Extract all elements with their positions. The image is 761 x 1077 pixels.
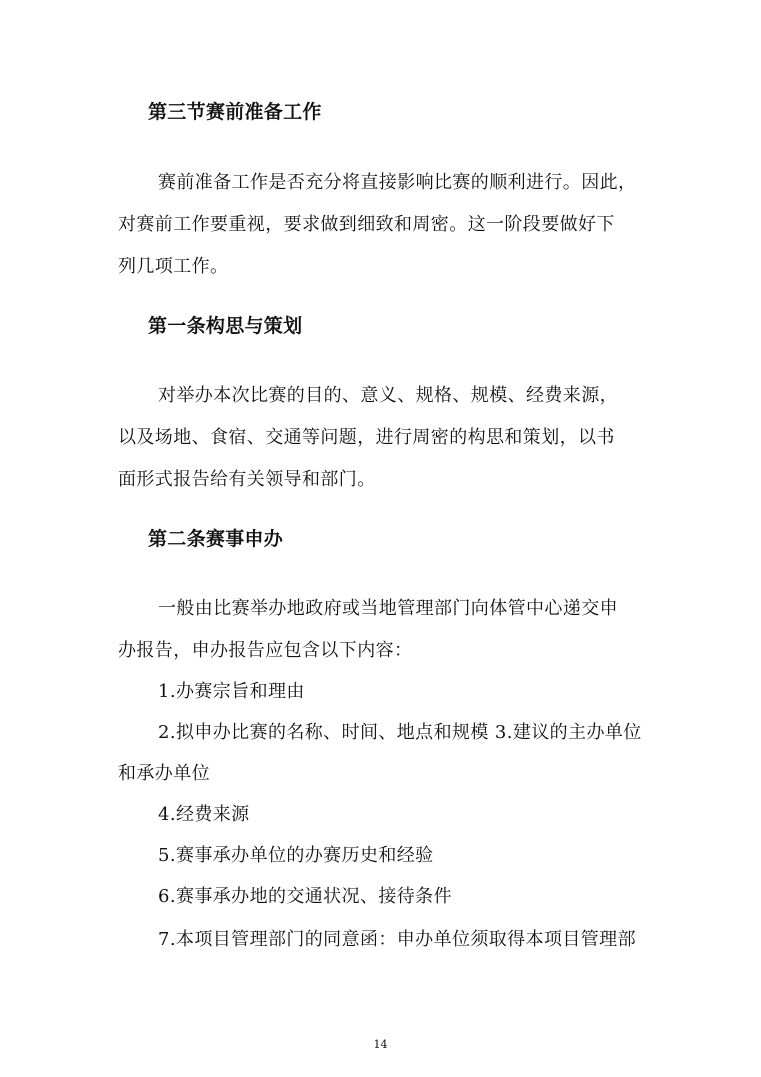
list-item: 1.办赛宗旨和理由 — [158, 681, 305, 702]
paragraph-line: 对举办本次比赛的目的、意义、规格、规模、经费来源， — [158, 385, 618, 406]
page-number: 14 — [373, 1038, 388, 1051]
list-item: 4.经费来源 — [158, 804, 250, 825]
paragraph-line: 列几项工作。 — [118, 256, 229, 277]
section-heading-2: 第一条构思与策划 — [148, 315, 303, 337]
paragraph-line: 以及场地、食宿、交通等问题，进行周密的构思和策划，以书 — [118, 427, 615, 448]
paragraph-line: 面形式报告给有关领导和部门。 — [118, 469, 376, 490]
paragraph-line: 一般由比赛举办地政府或当地管理部门向体管中心递交申 — [158, 598, 618, 619]
list-item: 5.赛事承办单位的办赛历史和经验 — [158, 845, 434, 866]
section-heading-3: 第二条赛事申办 — [148, 528, 284, 550]
paragraph-line: 对赛前工作要重视，要求做到细致和周密。这一阶段要做好下 — [118, 214, 615, 235]
paragraph-line: 赛前准备工作是否充分将直接影响比赛的顺利进行。因此， — [158, 172, 637, 193]
list-item-continuation: 和承办单位 — [118, 763, 210, 784]
list-item: 2.拟申办比赛的名称、时间、地点和规模 3.建议的主办单位 — [158, 722, 642, 743]
paragraph-line: 办报告，申办报告应包含以下内容： — [118, 640, 413, 661]
list-item: 6.赛事承办地的交通状况、接待条件 — [158, 886, 452, 907]
list-item: 7.本项目管理部门的同意函：申办单位须取得本项目管理部 — [158, 929, 636, 950]
section-heading-1: 第三节赛前准备工作 — [148, 101, 322, 123]
